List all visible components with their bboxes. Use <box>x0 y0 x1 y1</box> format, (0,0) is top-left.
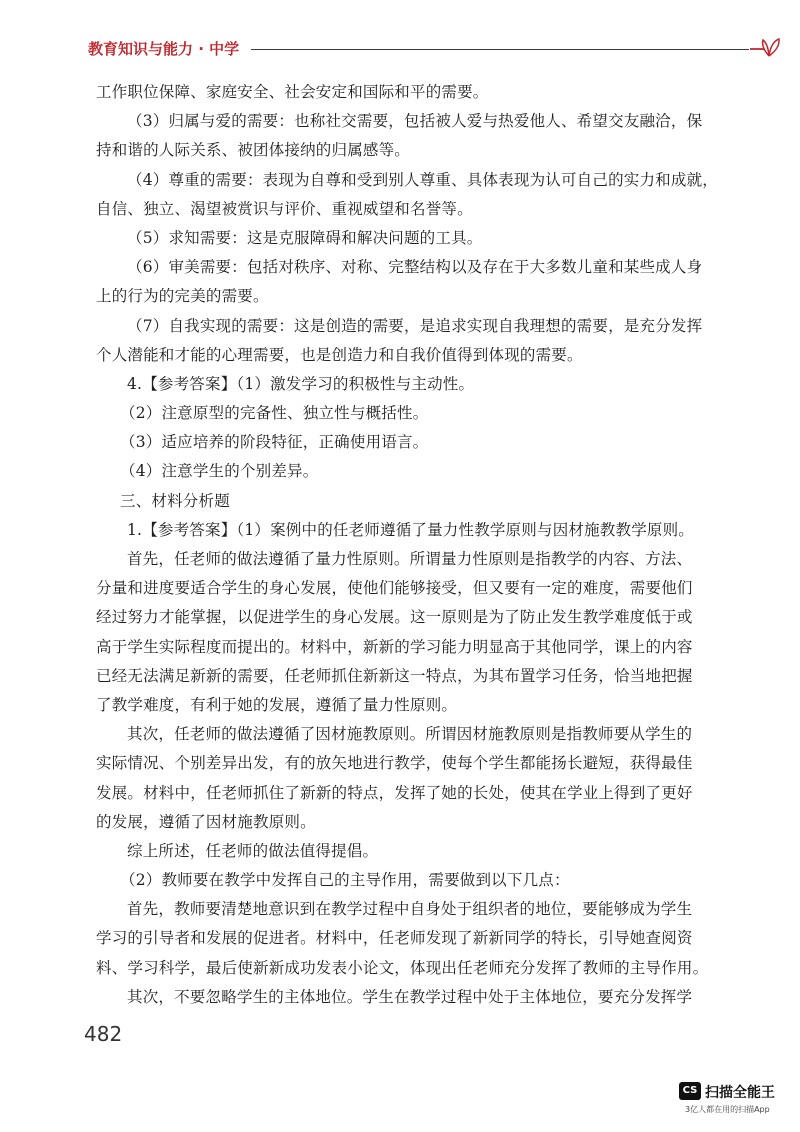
text-line: 其次，任老师的做法遵循了因材施教原则。所谓因材施教原则是指教师要从学生的 <box>127 725 693 744</box>
text-line: 学习的引导者和发展的促进者。材料中，任老师发现了新新同学的特长，引导她查阅资 <box>96 929 693 948</box>
text-line: 综上所述，任老师的做法值得提倡。 <box>127 841 379 860</box>
text-line: 工作职位保障、家庭安全、社会安定和国际和平的需要。 <box>96 83 489 101</box>
scanner-app-name: 扫描全能王 <box>705 1085 775 1101</box>
text-line: 料、学习科学，最后使新新成功发表小论文，体现出任老师充分发挥了教师的主导作用。 <box>96 958 709 977</box>
text-line: 实际情况、个别差异出发，有的放矢地进行教学，使每个学生都能扬长避短，获得最佳 <box>96 754 693 773</box>
text-line: 经过努力才能掌握，以促进学生的身心发展。这一原则是为了防止发生教学难度低于或 <box>96 608 693 627</box>
text-line: （3）适应培养的阶段特征，正确使用语言。 <box>120 433 429 452</box>
text-line: 上的行为的完美的需要。 <box>96 287 269 306</box>
running-header <box>88 34 700 64</box>
header-divider <box>251 49 749 50</box>
text-line: 首先，任老师的做法遵循了量力性原则。所谓量力性原则是指教学的内容、方法、 <box>127 550 693 568</box>
text-line: （7）自我实现的需要：这是创造的需要，是追求实现自我理想的需要，是充分发挥 <box>127 316 703 335</box>
text-line: 高于学生实际程度而提出的。材料中，新新的学习能力明显高于其他同学，课上的内容 <box>96 637 693 656</box>
text-line: 的发展，遵循了因材施教原则。 <box>96 812 316 831</box>
text-line: （4）注意学生的个别差异。 <box>120 462 319 481</box>
page-number: 482 <box>84 1022 123 1046</box>
text-line: 了教学难度，有利于她的发展，遵循了量力性原则。 <box>96 695 458 714</box>
text-line: 1.【参考答案】（1）案例中的任老师遵循了量力性教学原则与因材施教教学原则。 <box>127 520 695 539</box>
text-line: （6）审美需要：包括对秩序、对称、完整结构以及存在于大多数儿童和某些成人身 <box>127 258 703 277</box>
text-line: （2）注意原型的完备性、独立性与概括性。 <box>120 404 429 423</box>
text-line: 持和谐的人际关系、被团体接纳的归属感等。 <box>96 141 411 160</box>
text-line: 发展。材料中，任老师抓住了新新的特点，发挥了她的长处，使其在学业上得到了更好 <box>96 783 693 802</box>
text-line: （2）教师要在教学中发挥自己的主导作用，需要做到以下几点： <box>120 871 570 890</box>
text-line: （3）归属与爱的需要：也称社交需要，包括被人爱与热爱他人、希望交友融洽，保 <box>127 112 703 131</box>
section-heading: 三、材料分析题 <box>120 491 230 510</box>
scanner-slogan: 3亿人都在用的扫描App <box>685 1105 770 1114</box>
text-line: （5）求知需要：这是克服障碍和解决问题的工具。 <box>127 228 483 247</box>
camscanner-logo-icon: CS <box>679 1082 701 1100</box>
scanner-watermark <box>679 1082 789 1122</box>
text-line: 自信、独立、渴望被赏识与评价、重视威望和名誉等。 <box>96 199 473 218</box>
text-line: （4）尊重的需要：表现为自尊和受到别人尊重、具体表现为认可自己的实力和成就， <box>127 170 718 189</box>
text-line: 4.【参考答案】（1）激发学习的积极性与主动性。 <box>127 374 475 393</box>
sprout-icon <box>748 34 784 64</box>
text-line: 已经无法满足新新的需要，任老师抓住新新这一特点，为其布置学习任务，恰当地把握 <box>96 666 693 685</box>
page-body <box>96 78 718 1012</box>
text-line: 分量和进度要适合学生的身心发展，使他们能够接受，但又要有一定的难度，需要他们 <box>96 579 693 598</box>
text-line: 首先，教师要清楚地意识到在教学过程中自身处于组织者的地位，要能够成为学生 <box>127 900 693 919</box>
running-header-title: 教育知识与能力 · 中学 <box>88 40 240 58</box>
text-line: 个人潜能和才能的心理需要，也是创造力和自我价值得到体现的需要。 <box>96 345 583 364</box>
text-line: 其次，不要忽略学生的主体地位。学生在教学过程中处于主体地位，要充分发挥学 <box>127 987 693 1006</box>
